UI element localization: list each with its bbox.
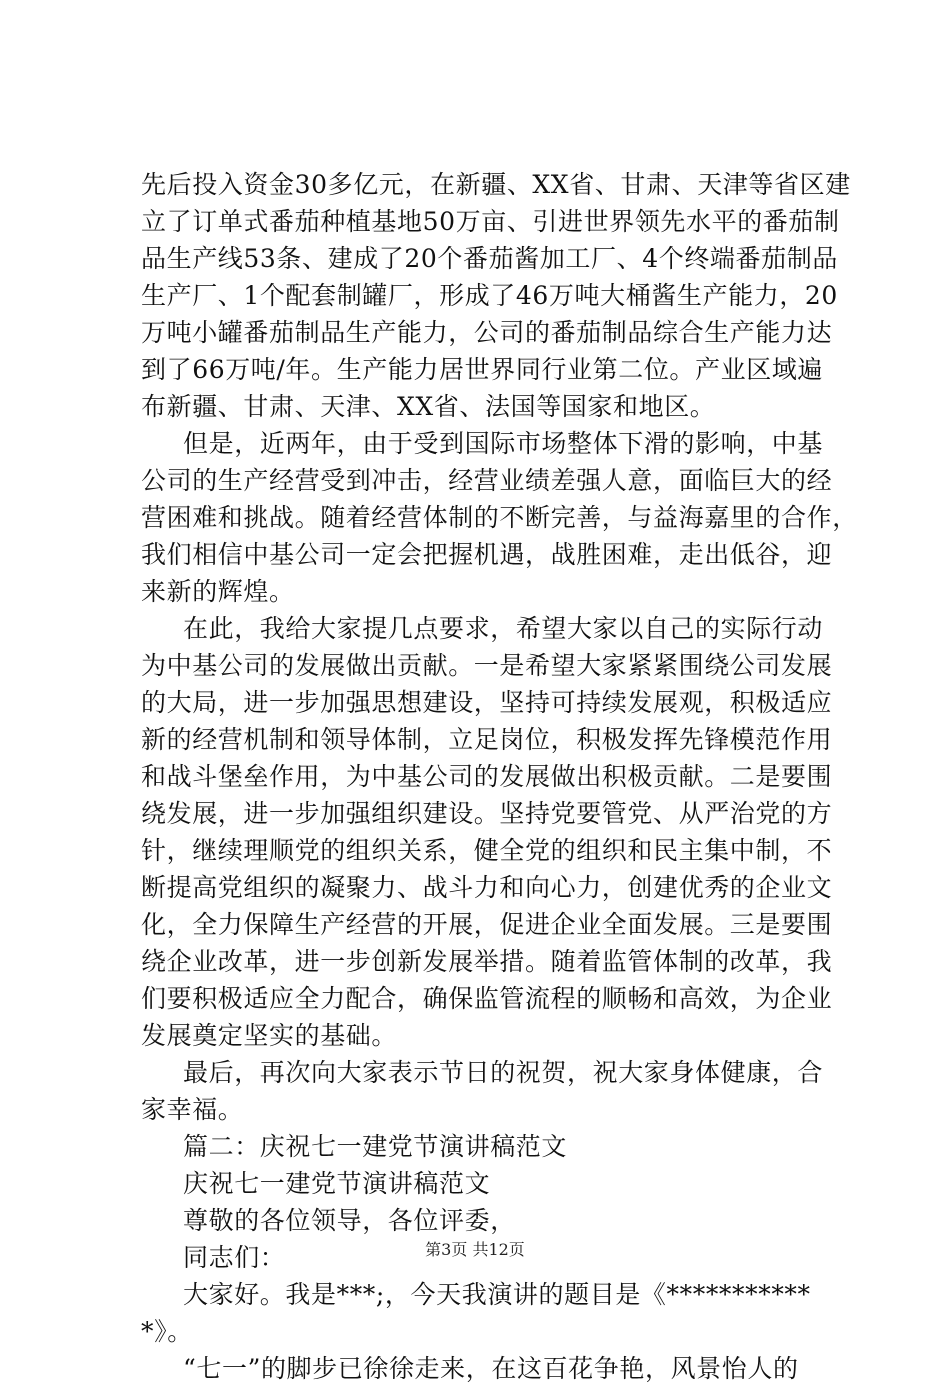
document-body bbox=[141, 166, 858, 1387]
salutation: 同志们： bbox=[183, 1243, 286, 1272]
text-line: 断提高党组织的凝聚力、战斗力和向心力，创建优秀的企业文 bbox=[141, 873, 833, 902]
text-line: *》。 bbox=[141, 1317, 193, 1346]
text-line: 公司的生产经营受到冲击，经营业绩差强人意，面临巨大的经 bbox=[141, 466, 833, 495]
text-line: 的大局，进一步加强思想建设，坚持可持续发展观，积极适应 bbox=[141, 688, 833, 717]
text-line: 品生产线53条、建成了20个番茄酱加工厂、4个终端番茄制品 bbox=[141, 244, 838, 273]
text-line: 新的经营机制和领导体制，立足岗位，积极发挥先锋模范作用 bbox=[141, 725, 833, 754]
text-line: 来新的辉煌。 bbox=[141, 577, 295, 606]
text-line: 立了订单式番茄种植基地50万亩、引进世界领先水平的番茄制 bbox=[141, 207, 840, 236]
text-line: 营困难和挑战。随着经营体制的不断完善，与益海嘉里的合作， bbox=[141, 503, 858, 532]
text-line: 绕发展，进一步加强组织建设。坚持党要管党、从严治党的方 bbox=[141, 799, 833, 828]
paragraph-first-line: 在此，我给大家提几点要求，希望大家以自己的实际行动 bbox=[183, 614, 824, 643]
text-line: 和战斗堡垒作用，为中基公司的发展做出积极贡献。二是要围 bbox=[141, 762, 833, 791]
text-line: 家幸福。 bbox=[141, 1095, 244, 1124]
paragraph-first-line: 但是，近两年，由于受到国际市场整体下滑的影响，中基 bbox=[183, 429, 824, 458]
text-line: 们要积极适应全力配合，确保监管流程的顺畅和高效，为企业 bbox=[141, 984, 833, 1013]
paragraph-first-line: “七一”的脚步已徐徐走来，在这百花争艳，风景怡人的 bbox=[183, 1354, 799, 1383]
text-line: 生产厂、1个配套制罐厂，形成了46万吨大桶酱生产能力，20 bbox=[141, 281, 838, 310]
text-line: 布新疆、甘肃、天津、XX省、法国等国家和地区。 bbox=[141, 392, 716, 421]
text-line: 化，全力保障生产经营的开展，促进企业全面发展。三是要围 bbox=[141, 910, 833, 939]
page-number-footer: 第3页 共12页 bbox=[425, 1240, 525, 1259]
text-line: 到了66万吨/年。生产能力居世界同行业第二位。产业区域遍 bbox=[141, 355, 824, 384]
section-heading: 篇二：庆祝七一建党节演讲稿范文 bbox=[183, 1132, 568, 1161]
paragraph-first-line: 最后，再次向大家表示节日的祝贺，祝大家身体健康，合 bbox=[183, 1058, 824, 1087]
text-line: 发展奠定坚实的基础。 bbox=[141, 1021, 398, 1050]
text-line: 我们相信中基公司一定会把握机遇，战胜困难，走出低谷，迎 bbox=[141, 540, 833, 569]
text-line: 先后投入资金30多亿元，在新疆、XX省、甘肃、天津等省区建 bbox=[141, 170, 851, 199]
text-line: 针，继续理顺党的组织关系，健全党的组织和民主集中制，不 bbox=[141, 836, 833, 865]
salutation: 尊敬的各位领导，各位评委， bbox=[183, 1206, 516, 1235]
paragraph-first-line: 大家好。我是***;，今天我演讲的题目是《*********** bbox=[183, 1280, 811, 1309]
text-line: 绕企业改革，进一步创新发展举措。随着监管体制的改革，我 bbox=[141, 947, 833, 976]
text-line: 为中基公司的发展做出贡献。一是希望大家紧紧围绕公司发展 bbox=[141, 651, 833, 680]
speech-title: 庆祝七一建党节演讲稿范文 bbox=[183, 1169, 491, 1198]
text-line: 万吨小罐番茄制品生产能力，公司的番茄制品综合生产能力达 bbox=[141, 318, 833, 347]
